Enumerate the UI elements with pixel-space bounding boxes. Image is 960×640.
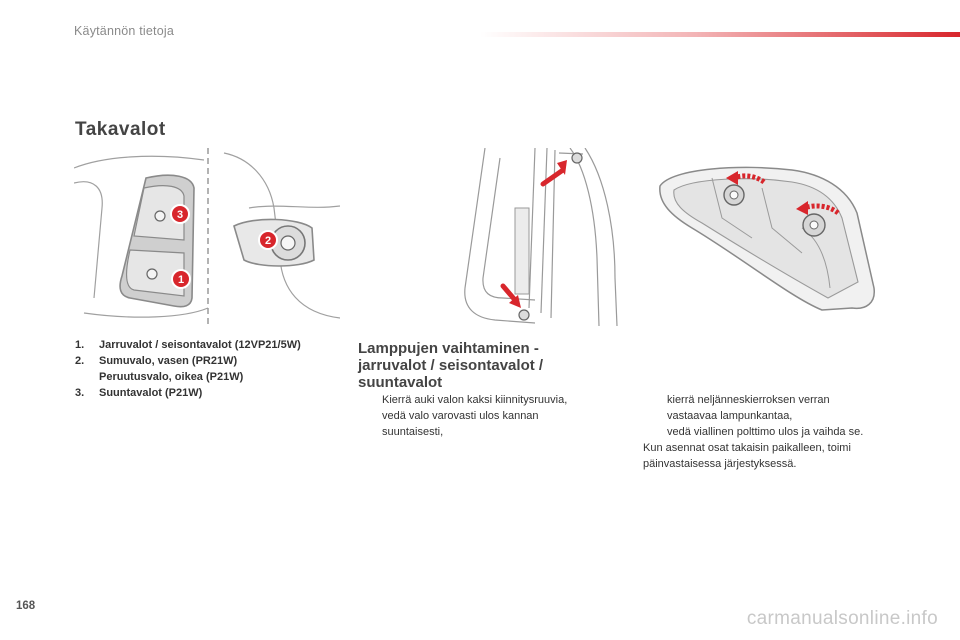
tailgate-screws-diagram — [455, 148, 620, 326]
svg-text:2: 2 — [264, 235, 272, 247]
header-accent-bar — [480, 32, 960, 37]
svg-text:1: 1 — [177, 274, 185, 286]
running-header: Käytännön tietoja — [74, 24, 175, 38]
subsection-title: Lamppujen vaihtaminen - jarruvalot / seisontavalot / suuntavalot — [358, 340, 544, 391]
svg-text:3: 3 — [176, 209, 184, 221]
section-title: Takavalot — [75, 119, 166, 140]
callout-2 — [259, 231, 277, 249]
watermark: carmanualsonline.info — [746, 608, 938, 629]
steps-right — [643, 392, 908, 440]
page-number: 168 — [16, 600, 36, 612]
closing-note: Kun asennat osat takaisin paikalleen, toimi päinvastaisessa järjestyksessä. — [643, 442, 851, 470]
step-item: vedä viallinen polttimo ulos ja vaihda se. — [667, 426, 864, 438]
step-item: vedä valo varovasti ulos kannan suuntaisesti, — [382, 410, 539, 438]
steps-left — [358, 392, 608, 440]
lamp-bulb-holders-diagram — [652, 158, 878, 323]
callout-3 — [171, 205, 189, 223]
bulb-legend — [75, 337, 345, 401]
legend-item: 3. Suuntavalot (P21W) — [75, 387, 203, 399]
legend-item: 1. Jarruvalot / seisontavalot (12VP21/5W) — [75, 339, 301, 351]
callout-1 — [172, 270, 190, 288]
step-item: kierrä neljänneskierroksen verran vastaavaa lampunkantaa, — [667, 394, 830, 422]
step-item: Kierrä auki valon kaksi kiinnitysruuvia, — [382, 394, 568, 406]
rear-lamp-diagram — [74, 148, 340, 326]
legend-item: 2. Sumuvalo, vasen (PR21W) Peruutusvalo, oikea (P21W) — [75, 355, 244, 383]
